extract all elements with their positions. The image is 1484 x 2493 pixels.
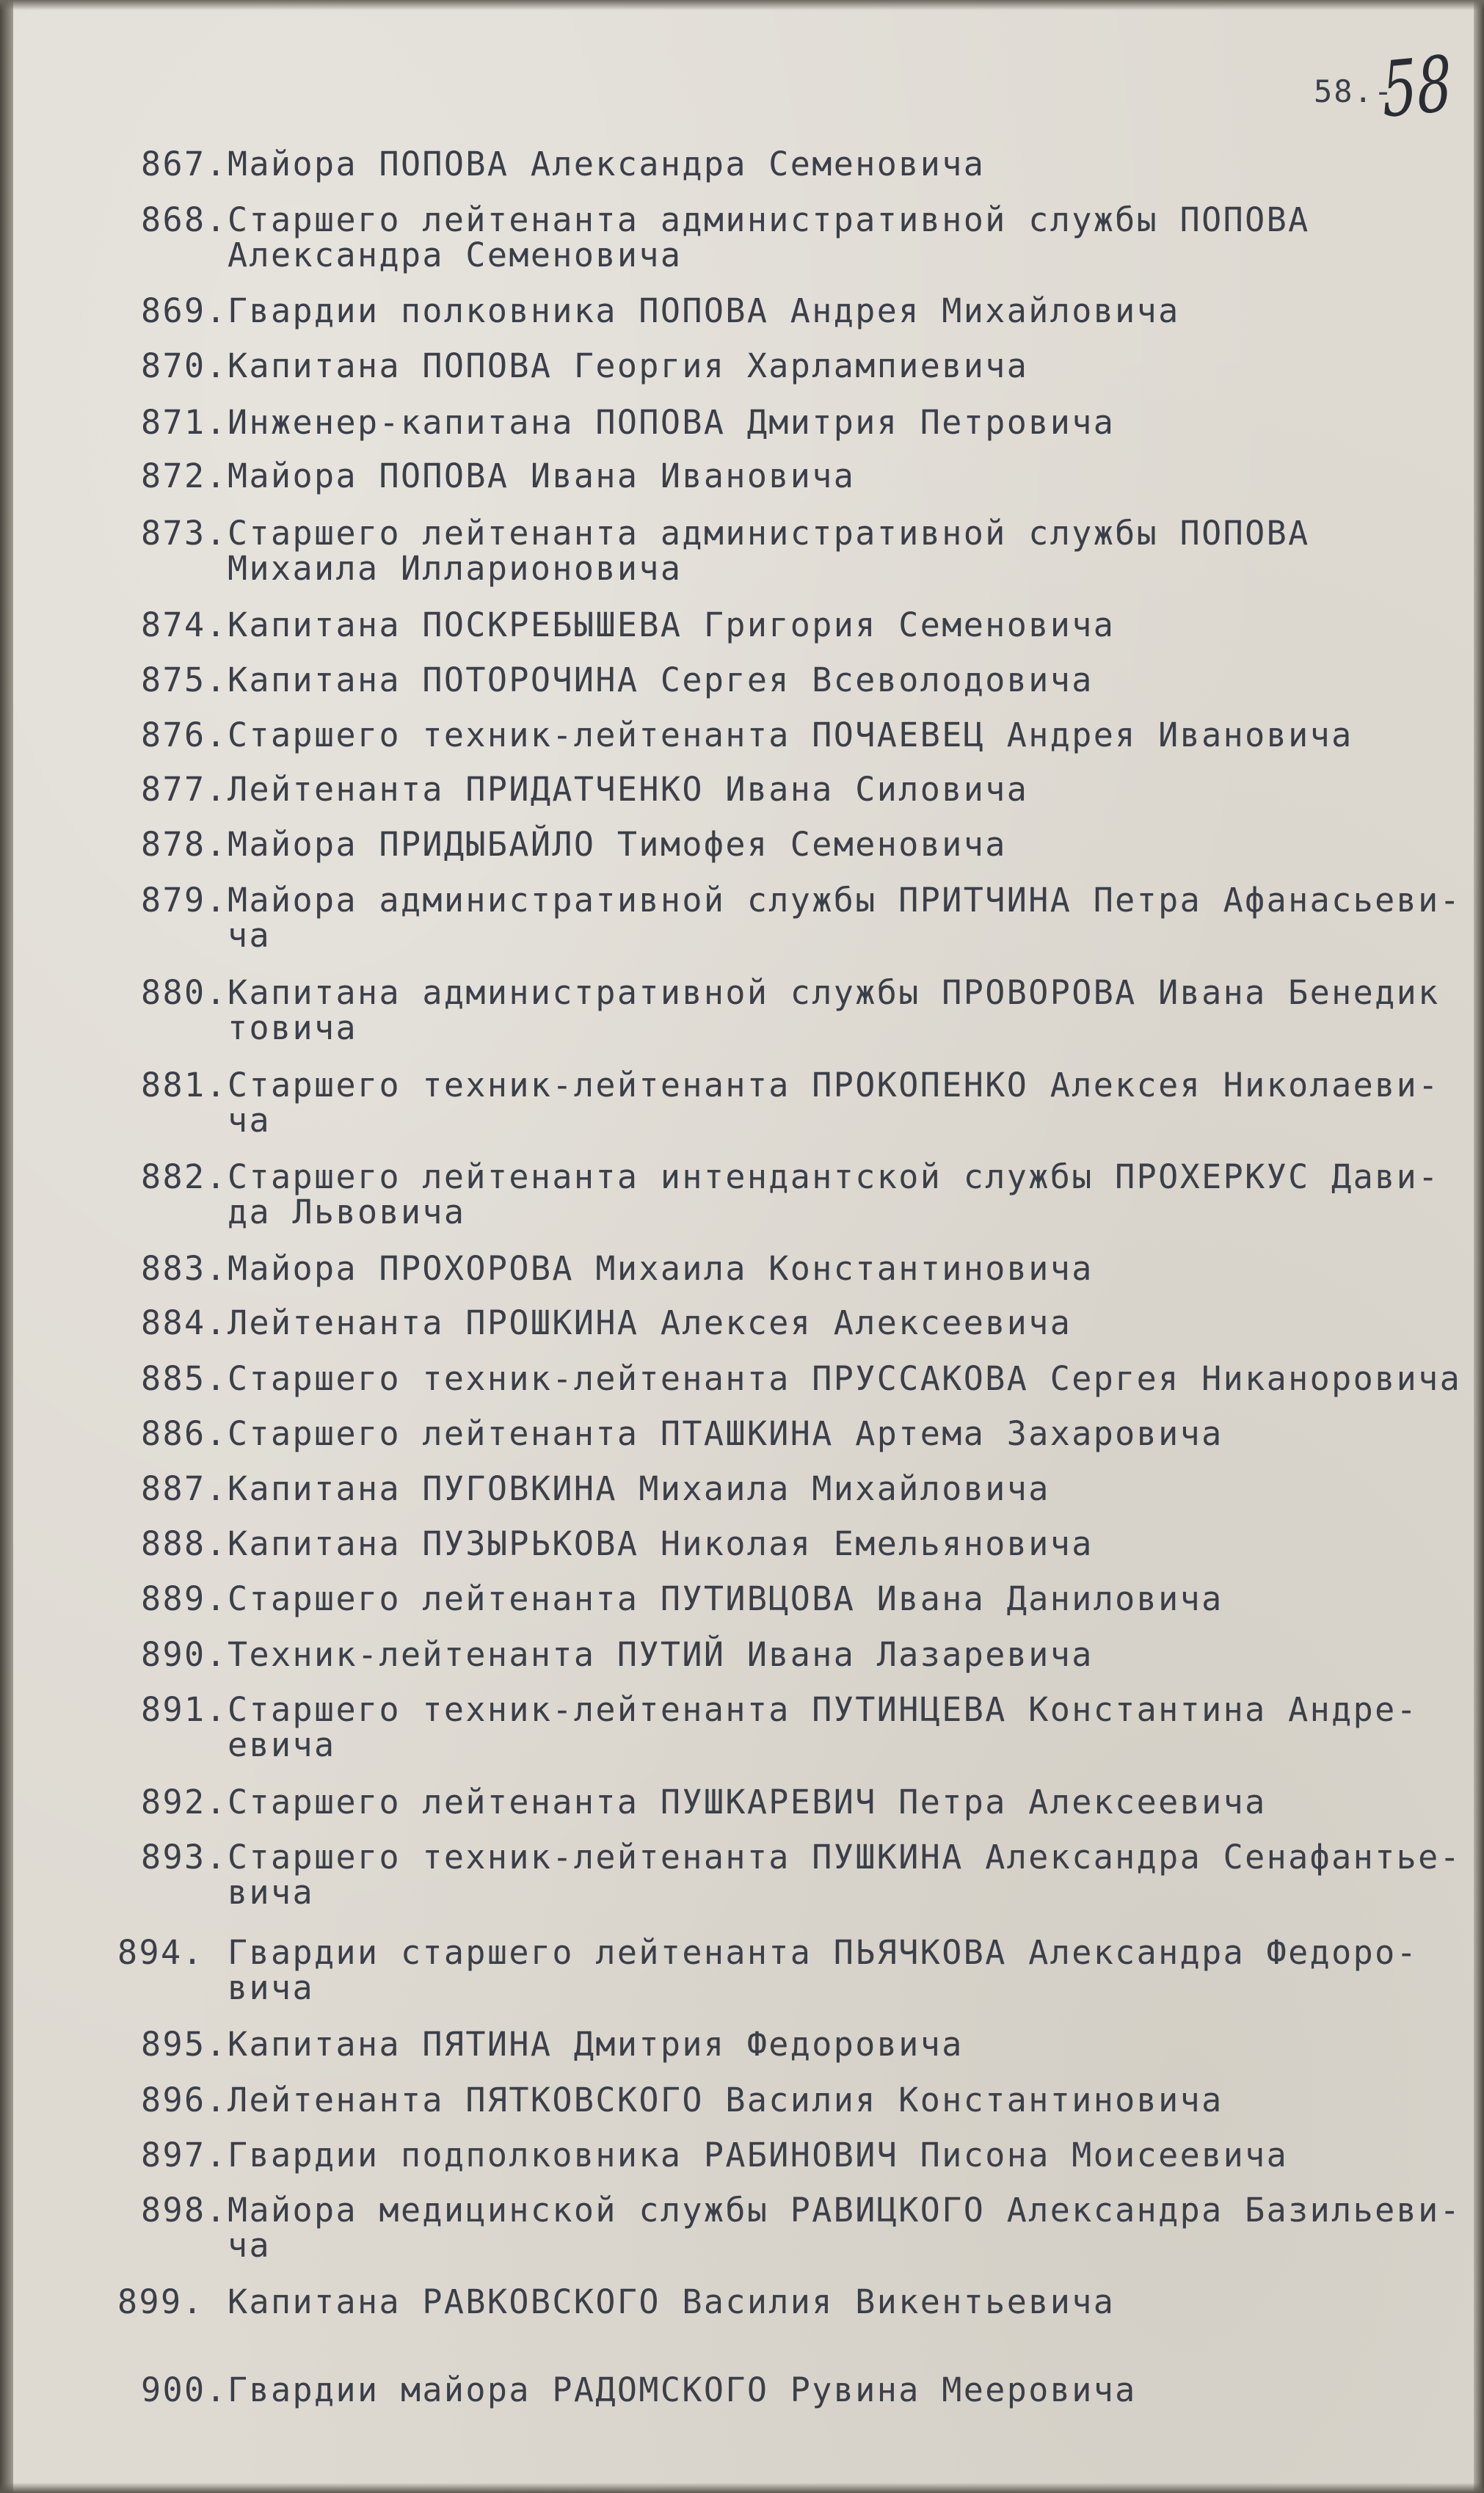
entry-text: Капитана ПОСКРЕБЫШЕВА Григория Семеновича — [228, 605, 1116, 644]
entry-number: 883. — [141, 1249, 228, 1288]
entry-number: 892. — [141, 1783, 228, 1821]
entry-text: Старшего лейтенанта ПТАШКИНА Артема Захаровича — [228, 1414, 1223, 1453]
entry-text: Старшего лейтенанта административной службы ПОПОВА — [228, 200, 1310, 239]
entry-text-continuation: вича — [228, 1873, 314, 1912]
entry-number: 896. — [141, 2081, 228, 2119]
entry-text: Лейтенанта ПЯТКОВСКОГО Василия Константиновича — [228, 2081, 1223, 2119]
entry-text: Капитана ПУЗЫРЬКОВА Николая Емельяновича — [228, 1524, 1094, 1563]
entry-text: Капитана ПЯТИНА Дмитрия Федоровича — [228, 2025, 964, 2064]
entry-text: Майора административной службы ПРИТЧИНА Петра Афанасьеви- — [228, 881, 1462, 920]
entry-number: 888. — [141, 1524, 228, 1563]
entry-text-continuation: ча — [228, 2226, 271, 2265]
entry-text-continuation: Михаила Илларионовича — [228, 549, 683, 588]
page-number-handwritten: 58 — [1380, 38, 1455, 135]
entry-number: 891. — [141, 1690, 228, 1729]
entry-text: Гвардии полковника ПОПОВА Андрея Михайловича — [228, 291, 1180, 330]
entry-text: Капитана ПОТОРОЧИНА Сергея Всеволодовича — [228, 660, 1094, 699]
entry-text: Капитана административной службы ПРОВОРОВА Ивана Бенедик — [228, 973, 1440, 1012]
entry-number: 868. — [141, 200, 228, 239]
entry-number: 870. — [141, 346, 228, 385]
entry-text-continuation: да Львовича — [228, 1193, 466, 1231]
entry-number: 895. — [141, 2025, 228, 2064]
entry-number: 881. — [141, 1066, 228, 1104]
entry-text: Старшего техник-лейтенанта ПОЧАЕВЕЦ Андрея Ивановича — [228, 716, 1353, 754]
entry-text: Старшего техник-лейтенанта ПРУССАКОВА Сергея Никаноровича — [228, 1359, 1462, 1398]
entry-number: 877. — [141, 770, 228, 809]
entry-number: 872. — [141, 456, 228, 495]
entry-number: 894. — [117, 1933, 204, 1972]
entry-text: Майора медицинской службы РАВИЦКОГО Александра Базильеви- — [228, 2191, 1462, 2230]
entry-text: Старшего лейтенанта ПУШКАРЕВИЧ Петра Алексеевича — [228, 1783, 1267, 1821]
entry-text: Старшего техник-лейтенанта ПРОКОПЕНКО Алексея Николаеви- — [228, 1066, 1440, 1104]
entry-number: 890. — [141, 1635, 228, 1674]
entry-number: 882. — [141, 1157, 228, 1196]
entry-text-continuation: ча — [228, 1101, 271, 1140]
entry-text-continuation: Александра Семеновича — [228, 236, 683, 274]
scan-edge-left — [0, 0, 13, 2493]
entry-number: 884. — [141, 1303, 228, 1342]
entry-text: Инженер-капитана ПОПОВА Дмитрия Петровича — [228, 403, 1116, 442]
entry-text: Гвардии подполковника РАБИНОВИЧ Писона Моисеевича — [228, 2136, 1289, 2174]
entry-text-continuation: вича — [228, 1968, 314, 2007]
entry-text: Гвардии старшего лейтенанта ПЬЯЧКОВА Александра Федоро- — [228, 1933, 1419, 1972]
scan-edge-right — [1474, 0, 1484, 2493]
entry-number: 873. — [141, 514, 228, 553]
scan-edge-top — [0, 0, 1484, 10]
entry-number: 898. — [141, 2191, 228, 2230]
entry-text: Старшего лейтенанта интендантской службы ПРОХЕРКУС Дави- — [228, 1157, 1440, 1196]
entry-number: 893. — [141, 1838, 228, 1877]
entry-number: 875. — [141, 660, 228, 699]
entry-number: 874. — [141, 605, 228, 644]
entry-text-continuation: евича — [228, 1725, 336, 1764]
page-number-typed: 58.- — [1314, 73, 1394, 109]
entry-number: 889. — [141, 1579, 228, 1618]
entry-text: Капитана РАВКОВСКОГО Василия Викентьевича — [228, 2282, 1116, 2321]
entry-text-continuation: товича — [228, 1008, 357, 1047]
entry-number: 871. — [141, 403, 228, 442]
entry-text: Техник-лейтенанта ПУТИЙ Ивана Лазаревича — [228, 1635, 1094, 1674]
entry-number: 885. — [141, 1359, 228, 1398]
entry-number: 887. — [141, 1469, 228, 1508]
entry-number: 876. — [141, 716, 228, 754]
entry-text: Гвардии майора РАДОМСКОГО Рувина Мееровича — [228, 2370, 1137, 2409]
entry-number: 879. — [141, 881, 228, 920]
entry-number: 900. — [141, 2370, 228, 2409]
entry-text: Лейтенанта ПРИДАТЧЕНКО Ивана Силовича — [228, 770, 1029, 809]
entry-text: Старшего лейтенанта административной службы ПОПОВА — [228, 514, 1310, 553]
entry-text: Майора ПРИДЫБАЙЛО Тимофея Семеновича — [228, 825, 1007, 864]
entry-text: Капитана ПУГОВКИНА Михаила Михайловича — [228, 1469, 1050, 1508]
entry-text: Старшего лейтенанта ПУТИВЦОВА Ивана Даниловича — [228, 1579, 1223, 1618]
entry-number: 869. — [141, 291, 228, 330]
entry-text: Капитана ПОПОВА Георгия Харлампиевича — [228, 346, 1029, 385]
entry-number: 897. — [141, 2136, 228, 2174]
scan-edge-bottom — [0, 2483, 1484, 2493]
entry-text: Старшего техник-лейтенанта ПУШКИНА Александра Сенафантье- — [228, 1838, 1462, 1877]
entry-text: Старшего техник-лейтенанта ПУТИНЦЕВА Константина Андре- — [228, 1690, 1419, 1729]
entry-text-continuation: ча — [228, 916, 271, 955]
entry-number: 880. — [141, 973, 228, 1012]
entry-number: 878. — [141, 825, 228, 864]
entry-number: 899. — [117, 2282, 204, 2321]
entry-text: Майора ПРОХОРОВА Михаила Константиновича — [228, 1249, 1094, 1288]
entry-number: 886. — [141, 1414, 228, 1453]
entry-number: 867. — [141, 145, 228, 183]
entry-text: Лейтенанта ПРОШКИНА Алексея Алексеевича — [228, 1303, 1072, 1342]
entry-text: Майора ПОПОВА Александра Семеновича — [228, 145, 986, 183]
entry-text: Майора ПОПОВА Ивана Ивановича — [228, 456, 856, 495]
